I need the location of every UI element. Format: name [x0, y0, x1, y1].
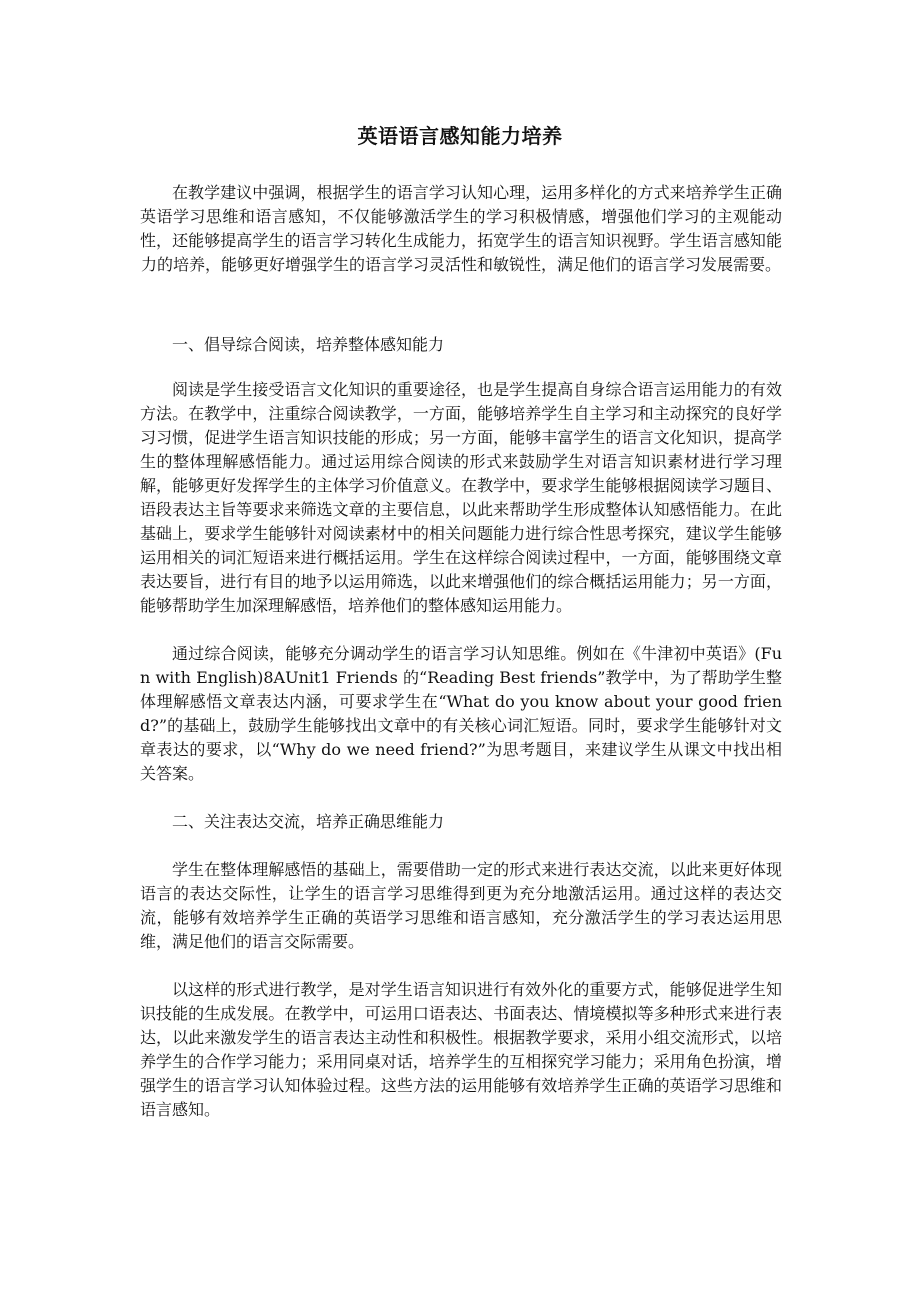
section1-paragraph-1: 阅读是学生接受语言文化知识的重要途径，也是学生提高自身综合语言运用能力的有效方法。在教学中，注重综合阅读教学，一方面，能够培养学生自主学习和主动探究的良好学习习惯，促进学生语言知识技能的形成；另一方面，能够丰富学生的语言文化知识，提高学生的整体理解感悟能力。通过运用综合阅读的形式来鼓励学生对语言知识素材进行学习理解，能够更好发挥学生的主体学习价值意义。在教学中，要求学生能够根据阅读学习题目、语段表达主旨等要求来筛选文章的主要信息，以此来帮助学生形成整体认知感悟能力。在此基础上，要求学生能够针对阅读素材中的相关问题能力进行综合性思考探究，建议学生能够运用相关的词汇短语来进行概括运用。学生在这样综合阅读过程中，一方面，能够围绕文章表达要旨，进行有目的地予以运用筛选，以此来增强他们的综合概括运用能力；另一方面，能够帮助学生加深理解感悟，培养他们的整体感知运用能力。	[140, 380, 782, 615]
document-title: 英语语言感知能力培养	[357, 124, 563, 148]
intro-paragraph: 在教学建议中强调，根据学生的语言学习认知心理，运用多样化的方式来培养学生正确英语学习思维和语言感知，不仅能够激活学生的学习积极情感，增强他们学习的主观能动性，还能够提高学生的语言学习转化生成能力，拓宽学生的语言知识视野。学生语言感知能力的培养，能够更好增强学生的语言学习灵活性和敏锐性，满足他们的语言学习发展需要。	[140, 183, 782, 274]
section-heading-1: 一、倡导综合阅读，培养整体感知能力	[172, 335, 445, 354]
section2-paragraph-1: 学生在整体理解感悟的基础上，需要借助一定的形式来进行表达交流，以此来更好体现语言的表达交际性，让学生的语言学习思维得到更为充分地激活运用。通过这样的表达交流，能够有效培养学生正确的英语学习思维和语言感知，充分激活学生的学习表达运用思维，满足他们的语言交际需要。	[140, 860, 782, 951]
section-heading-2: 二、关注表达交流，培养正确思维能力	[172, 812, 445, 831]
document-body	[140, 181, 782, 1122]
section1-paragraph-2: 通过综合阅读，能够充分调动学生的语言学习认知思维。例如在《牛津初中英语》(Fun with English)8AUnit1 Friends 的“Reading Best friends”教学中，为了帮助学生整体理解感悟文章表达内涵，可要求学生在“What do you know about your good friend?”的基础上，鼓励学生能够找出文章中的有关核心词汇短语。同时，要求学生能够针对文章表达的要求，以“Why do we need friend?”为思考题目，来建议学生从课文中找出相关答案。	[140, 644, 782, 783]
section2-paragraph-2: 以这样的形式进行教学，是对学生语言知识进行有效外化的重要方式，能够促进学生知识技能的生成发展。在教学中，可运用口语表达、书面表达、情境模拟等多种形式来进行表达，以此来激发学生的语言表达主动性和积极性。根据教学要求，采用小组交流形式，以培养学生的合作学习能力；采用同桌对话，培养学生的互相探究学习能力；采用角色扮演，增强学生的语言学习认知体验过程。这些方法的运用能够有效培养学生正确的英语学习思维和语言感知。	[140, 980, 782, 1119]
